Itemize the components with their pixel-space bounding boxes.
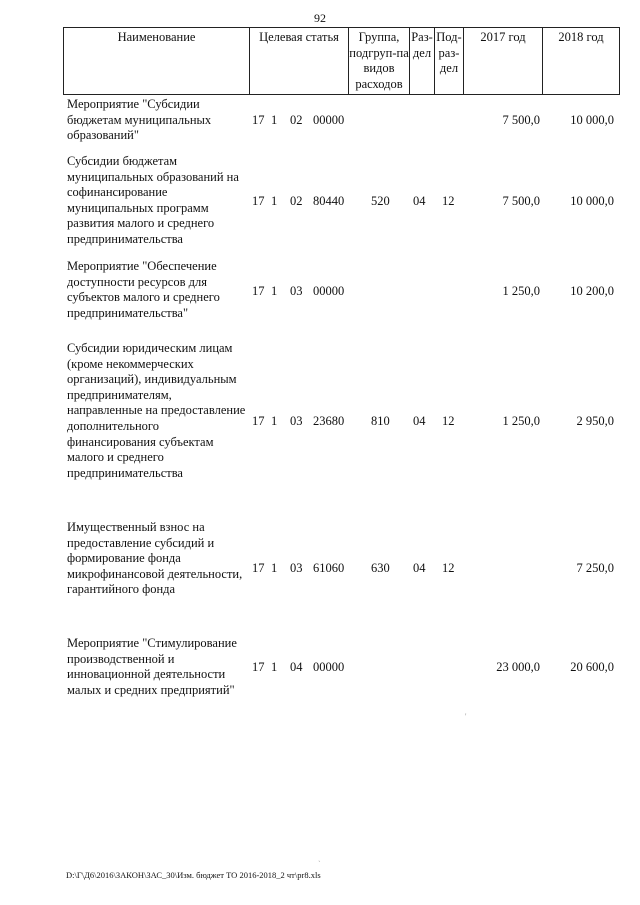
header-group: Группа, подгруп-па видов расходов (348, 28, 409, 94)
row-2018: 10 000,0 (570, 194, 614, 208)
row-code-a: 17 (252, 561, 265, 575)
row-2017: 7 500,0 (502, 194, 540, 208)
row-name: Субсидии бюджетам муниципальных образований на софинансирование муниципальных программ развития малого и среднего предпринимательства (67, 154, 239, 246)
row-code-c: 04 (290, 660, 303, 674)
row-2017: 7 500,0 (502, 113, 540, 127)
row-code-c: 02 (290, 113, 303, 127)
row-code-c: 03 (290, 561, 303, 575)
row-code-b: 1 (271, 284, 278, 298)
row-2018: 10 000,0 (570, 113, 614, 127)
header-2017: 2017 год (463, 28, 542, 94)
row-code-b: 1 (271, 194, 278, 208)
row-code-a: 17 (252, 414, 265, 428)
row-code-b: 1 (271, 113, 278, 127)
table-header (63, 27, 620, 95)
row-podrazdel: 12 (442, 561, 455, 575)
row-razdel: 04 (413, 194, 426, 208)
row-podrazdel: 12 (442, 194, 455, 208)
scan-speck: ˎ (318, 853, 321, 862)
row-code-d: 00000 (313, 660, 345, 674)
row-code-c: 03 (290, 414, 303, 428)
row-2018: 7 250,0 (576, 561, 614, 575)
row-group: 630 (371, 561, 390, 575)
header-podrazdel: Под-раз-дел (434, 28, 463, 94)
row-name: Имущественный взнос на предоставление субсидий и формирование фонда микрофинансовой деятельности, гарантийного фонда (67, 520, 243, 597)
row-code-d: 80440 (313, 194, 345, 208)
row-code-b: 1 (271, 561, 278, 575)
footer-file-path: D:\Г\Д6\2016\ЗАКОН\ЗАС_30\Изм. бюджет ТО 2016-2018_2 чт\pr8.xls (66, 870, 321, 880)
row-2018: 20 600,0 (570, 660, 614, 674)
row-code-d: 00000 (313, 284, 345, 298)
row-code-d: 23680 (313, 414, 345, 428)
row-name: Мероприятие "Обеспечение доступности ресурсов для субъектов малого и среднего предпринимательства" (67, 259, 220, 320)
row-name: Мероприятие "Стимулирование производственной и инновационной деятельности малых и средних предприятий" (67, 636, 237, 697)
row-podrazdel: 12 (442, 414, 455, 428)
row-razdel: 04 (413, 414, 426, 428)
page-number: 92 (314, 11, 326, 25)
scan-speck: ' (465, 712, 467, 721)
row-2018: 10 200,0 (570, 284, 614, 298)
row-code-c: 02 (290, 194, 303, 208)
row-code-c: 03 (290, 284, 303, 298)
row-2018: 2 950,0 (576, 414, 614, 428)
header-2018: 2018 год (542, 28, 620, 94)
header-name: Наименование (63, 28, 249, 94)
row-code-d: 00000 (313, 113, 345, 127)
row-razdel: 04 (413, 561, 426, 575)
row-2017: 1 250,0 (502, 284, 540, 298)
row-code-b: 1 (271, 414, 278, 428)
row-2017: 1 250,0 (502, 414, 540, 428)
row-code-d: 61060 (313, 561, 345, 575)
row-name: Субсидии юридическим лицам (кроме некоммерческих организаций), индивидуальным предпринимателям, направленные на предоставление дополнительного финансирования субъектам малого и среднего предпринимательства (67, 341, 246, 480)
row-code-b: 1 (271, 660, 278, 674)
row-code-a: 17 (252, 113, 265, 127)
row-code-a: 17 (252, 660, 265, 674)
row-code-a: 17 (252, 194, 265, 208)
header-razdel: Раз-дел (409, 28, 434, 94)
row-name: Мероприятие "Субсидии бюджетам муниципальных образований" (67, 97, 212, 143)
row-group: 520 (371, 194, 390, 208)
row-group: 810 (371, 414, 390, 428)
row-2017: 23 000,0 (496, 660, 540, 674)
header-target-article: Целевая статья (249, 28, 348, 94)
row-code-a: 17 (252, 284, 265, 298)
